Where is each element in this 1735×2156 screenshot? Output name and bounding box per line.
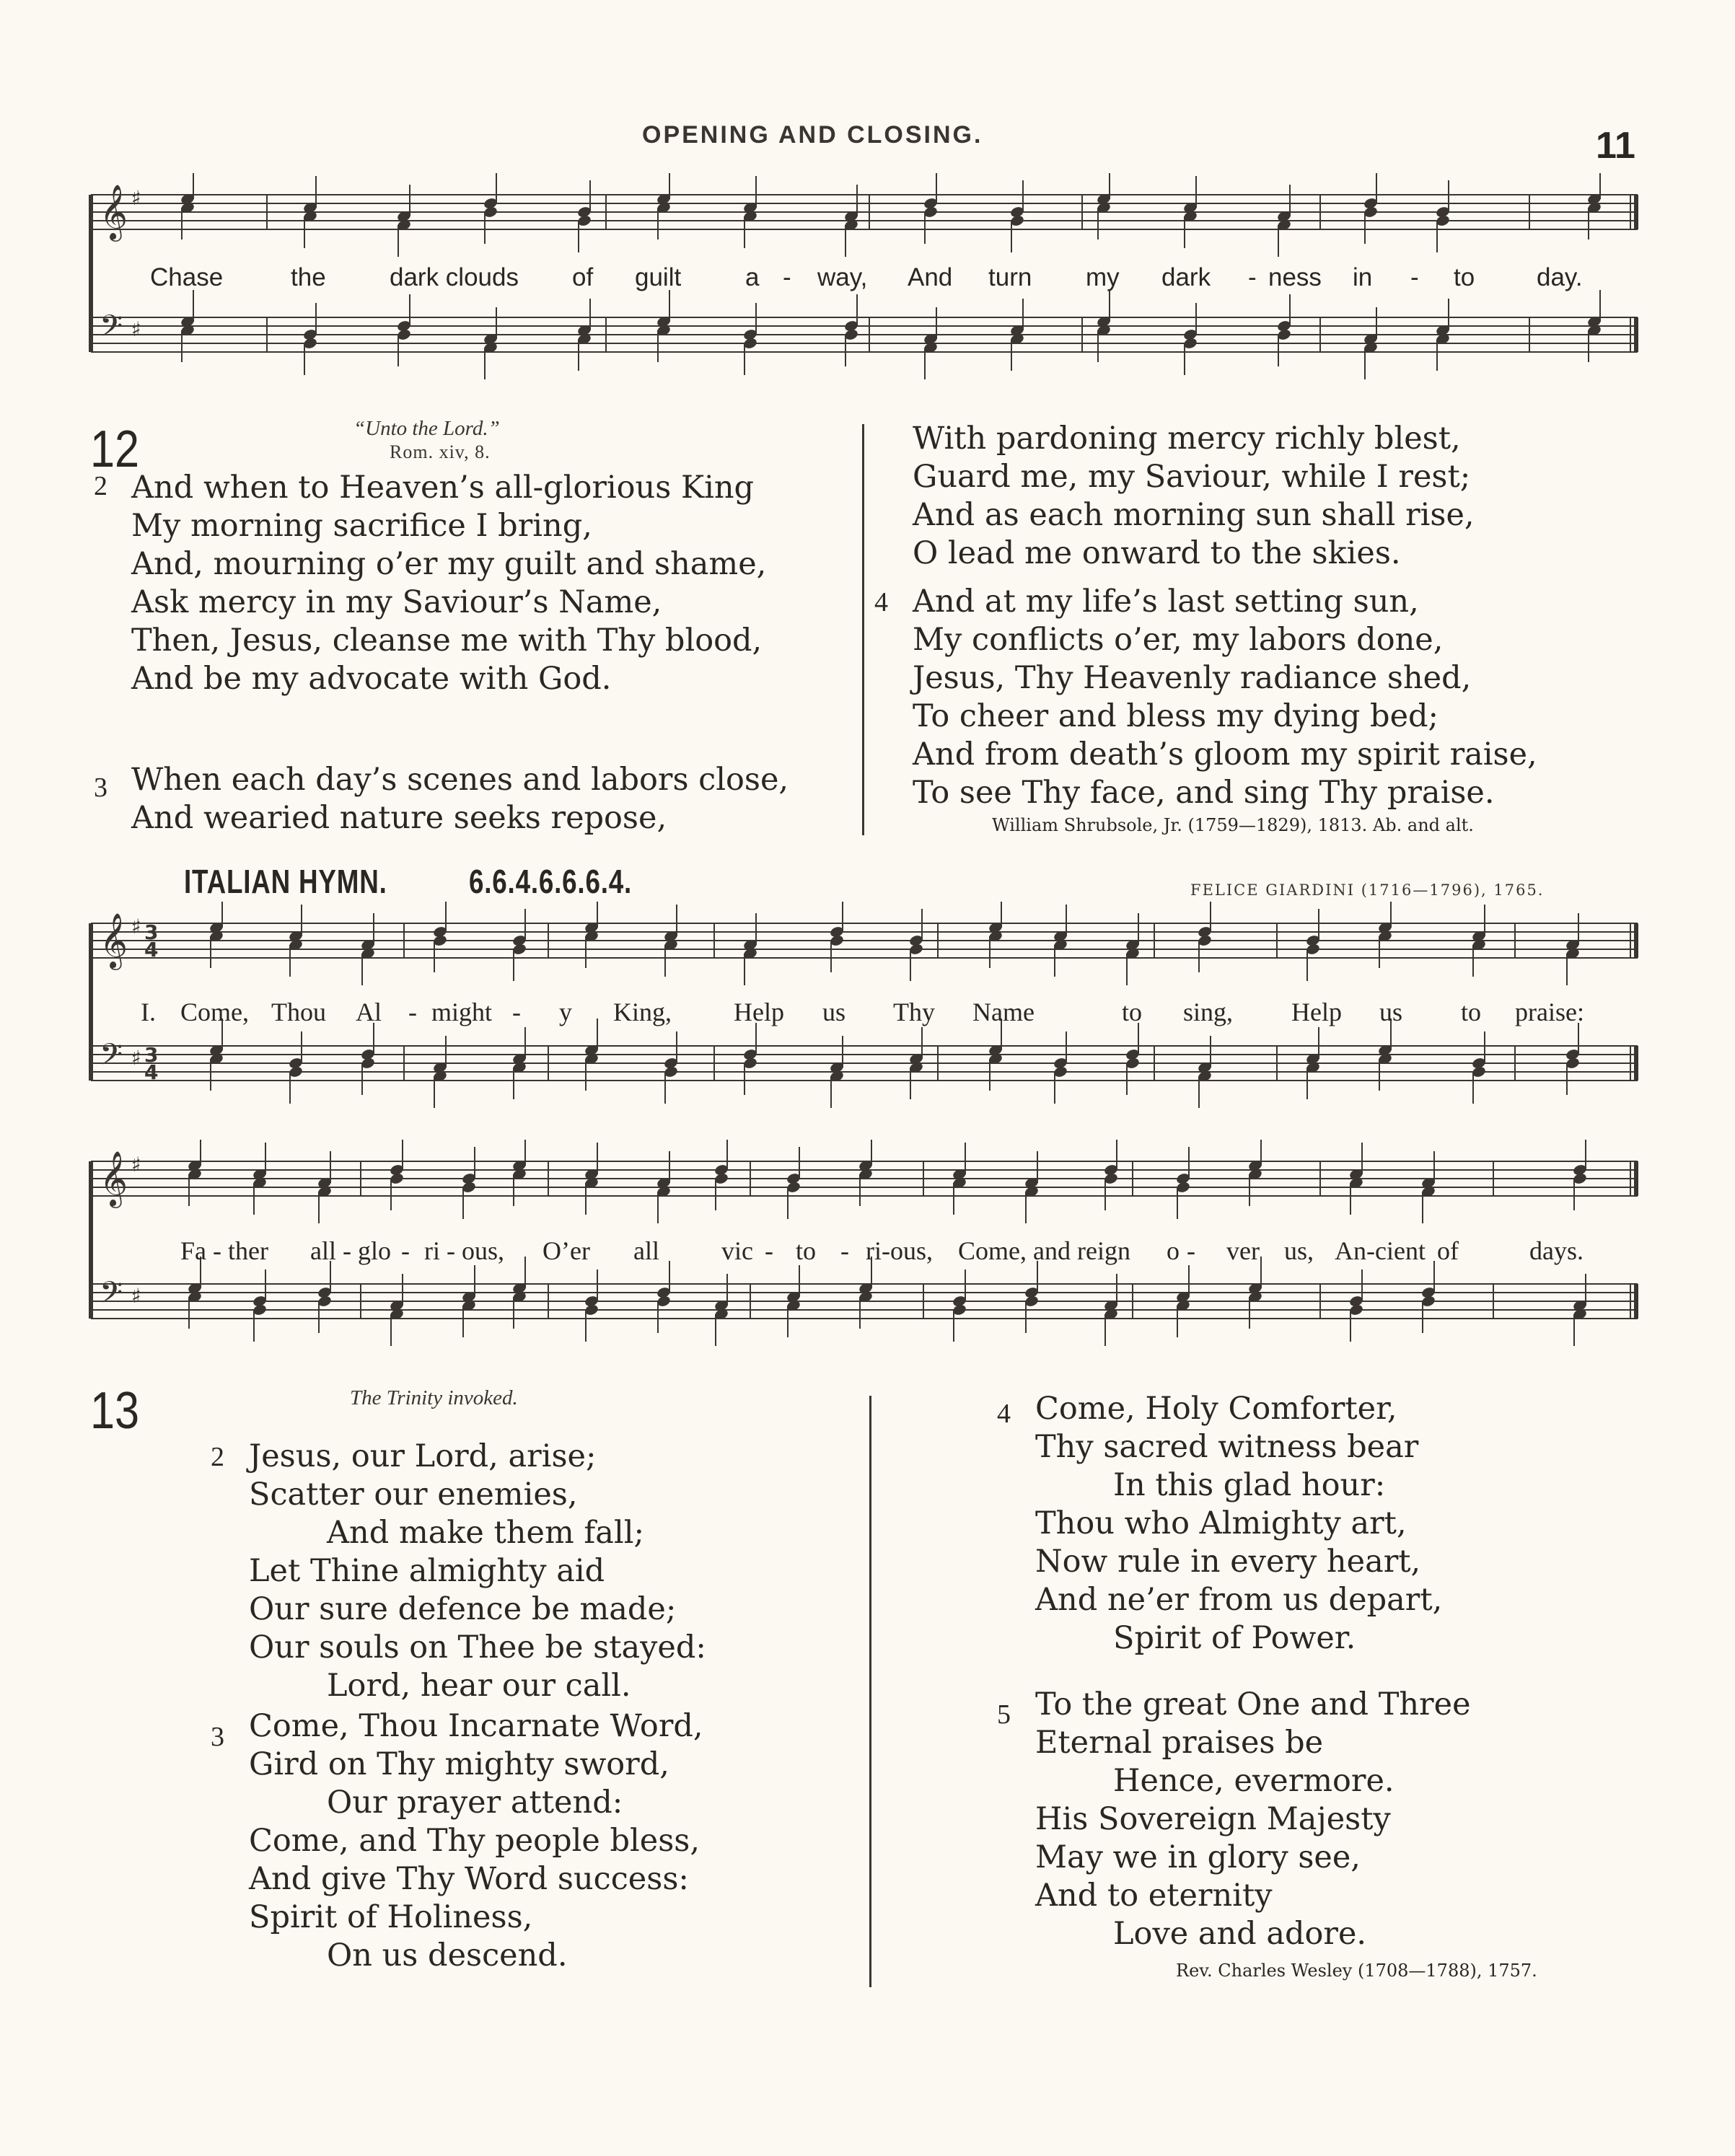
lyric-syllable: Come, and reign <box>958 1236 1130 1265</box>
lyric-syllable: dark clouds <box>390 263 519 291</box>
verse-line: To see Thy face, and sing Thy praise. <box>913 775 1495 811</box>
svg-text:𝄢: 𝄢 <box>100 1037 123 1079</box>
hymn-number: 12 <box>90 421 140 478</box>
lyric-syllable: O’er <box>543 1236 590 1265</box>
lyric-syllable: - <box>1187 1236 1195 1265</box>
verse-line: And to eternity <box>1035 1878 1273 1914</box>
svg-text:𝄞: 𝄞 <box>100 184 128 239</box>
lyric-syllable: to <box>1122 998 1143 1026</box>
lyric-syllable: sing, <box>1183 998 1234 1026</box>
lyric-syllable: a <box>745 263 760 291</box>
lyric-syllable: - <box>512 998 521 1026</box>
verse-number: 3 <box>94 773 107 803</box>
lyric-syllable: - <box>1410 263 1419 291</box>
verse-number: 4 <box>997 1399 1011 1429</box>
hymn-reference-scripture: Rom. xiv, 8. <box>390 441 491 462</box>
lyric-syllable: Thy <box>893 998 935 1026</box>
svg-text:♯: ♯ <box>131 1153 141 1176</box>
author-credit: William Shrubsole, Jr. (1759—1829), 1813. Ab. and alt. <box>992 815 1474 835</box>
verse-line: And when to Heaven’s all-glorious King <box>131 470 755 506</box>
verse-line: And give Thy Word success: <box>249 1861 689 1897</box>
lyric-syllable: King, <box>613 998 672 1026</box>
lyric-syllable: Fa - ther <box>180 1236 268 1265</box>
verse-line: And at my life’s last setting sun, <box>913 584 1419 620</box>
verse-line: Thou who Almighty art, <box>1035 1505 1407 1541</box>
verse-line: Gird on Thy mighty sword, <box>249 1746 669 1782</box>
lyric-syllable: ri - ous, <box>424 1236 504 1265</box>
verse-line: Spirit of Holiness, <box>249 1899 533 1935</box>
svg-text:𝄢: 𝄢 <box>100 1275 123 1317</box>
column-divider <box>869 1396 871 1987</box>
verse-line: My morning sacrifice I bring, <box>131 508 592 544</box>
verse-3 <box>249 1707 703 1975</box>
lyric-syllable: - <box>840 1236 849 1265</box>
lyric-syllable: Name <box>972 998 1035 1026</box>
verse-line: Let Thine almighty aid <box>249 1553 605 1589</box>
lyric-syllable: turn <box>988 263 1032 291</box>
lyric-syllable: Thou <box>271 998 326 1026</box>
verse-line: Our sure defence be made; <box>249 1591 677 1627</box>
lyric-syllable: dark <box>1161 263 1211 291</box>
verse-4 <box>1035 1390 1442 1658</box>
column-divider <box>862 424 864 835</box>
svg-text:4: 4 <box>144 1060 159 1084</box>
lyric-syllable: of <box>572 263 594 291</box>
verse-line: Lord, hear our call. <box>327 1668 631 1704</box>
svg-text:♯: ♯ <box>131 186 141 210</box>
verse-line: Ask mercy in my Saviour’s Name, <box>131 584 662 620</box>
lyric-syllable: to <box>796 1236 817 1265</box>
lyric-syllable: day. <box>1537 263 1583 291</box>
composer-credit: FELICE GIARDINI (1716—1796), 1765. <box>1190 881 1545 899</box>
verse-line: Then, Jesus, cleanse me with Thy blood, <box>131 622 763 659</box>
lyric-syllable: - <box>408 998 417 1026</box>
verse-line: O lead me onward to the skies. <box>913 535 1401 571</box>
svg-text:𝄞: 𝄞 <box>100 1150 128 1206</box>
verse-line: Our prayer attend: <box>327 1785 623 1821</box>
hymn-reference-title: “Unto the Lord.” <box>353 417 500 440</box>
lyric-syllable: y <box>559 998 572 1026</box>
verse-line: And from death’s gloom my spirit raise, <box>913 736 1537 773</box>
lyric-syllable: the <box>291 263 326 291</box>
lyric-syllable: An-cient <box>1335 1236 1426 1265</box>
svg-text:♯: ♯ <box>131 1046 141 1070</box>
svg-text:3: 3 <box>144 1043 159 1067</box>
tune-meter: 6.6.4.6.6.6.4. <box>469 863 633 900</box>
lyric-syllable: of <box>1437 1236 1459 1265</box>
verse-line: And be my advocate with God. <box>131 661 612 697</box>
verse-line: And wearied nature seeks repose, <box>131 800 667 836</box>
verse-3-continued <box>913 420 1475 573</box>
lyric-syllable: ness <box>1268 263 1322 291</box>
verse-2 <box>249 1438 706 1705</box>
verse-5 <box>1035 1686 1471 1953</box>
lyric-syllable: ver <box>1226 1236 1260 1265</box>
svg-text:♯: ♯ <box>131 1284 141 1308</box>
svg-text:3: 3 <box>144 920 159 944</box>
svg-text:4: 4 <box>144 938 159 962</box>
lyric-syllable: way, <box>817 263 868 291</box>
verse-line: Come, and Thy people bless, <box>249 1823 700 1859</box>
tune-name: ITALIAN HYMN. <box>184 863 387 900</box>
lyric-syllable: us <box>822 998 846 1026</box>
verse-line: Scatter our enemies, <box>249 1477 578 1513</box>
verse-line: Thy sacred witness bear <box>1035 1429 1419 1465</box>
lyric-syllable: vic <box>721 1236 753 1265</box>
lyric-syllable: Al <box>356 998 382 1026</box>
lyric-syllable: guilt <box>635 263 682 291</box>
author-credit: Rev. Charles Wesley (1708—1788), 1757. <box>1176 1961 1537 1981</box>
verse-number: 3 <box>211 1722 224 1752</box>
verse-number: 2 <box>211 1442 224 1472</box>
verse-3 <box>131 761 789 837</box>
lyric-syllable: days. <box>1529 1236 1584 1265</box>
verse-line: Spirit of Power. <box>1113 1620 1356 1656</box>
verse-line: Eternal praises be <box>1035 1725 1324 1761</box>
verse-line: To cheer and bless my dying bed; <box>913 698 1439 734</box>
lyric-syllable: ri-ous, <box>866 1236 933 1265</box>
lyric-syllable: to <box>1454 263 1475 291</box>
lyric-syllable: - <box>765 1236 773 1265</box>
hymn-reference-title: The Trinity invoked. <box>350 1386 518 1409</box>
verse-2 <box>131 469 766 698</box>
verse-line: His Sovereign Majesty <box>1035 1801 1391 1837</box>
verse-line: Jesus, Thy Heavenly radiance shed, <box>913 660 1472 696</box>
verse-line: And make them fall; <box>327 1515 644 1551</box>
lyric-syllable: in <box>1353 263 1373 291</box>
lyric-syllable: Help <box>734 998 784 1026</box>
verse-number: 4 <box>874 587 888 617</box>
section-title: OPENING AND CLOSING. <box>642 121 983 149</box>
verse-number: 5 <box>997 1699 1011 1730</box>
verse-line: Jesus, our Lord, arise; <box>249 1438 597 1474</box>
lyric-syllable: Come, <box>180 998 249 1026</box>
lyric-syllable: all <box>633 1236 659 1265</box>
verse-4 <box>913 583 1537 812</box>
lyric-syllable: us <box>1379 998 1403 1026</box>
verse-line: Our souls on Thee be stayed: <box>249 1629 706 1666</box>
verse-line: On us descend. <box>327 1937 568 1974</box>
verse-line: And ne’er from us depart, <box>1035 1582 1443 1618</box>
verse-line: Hence, evermore. <box>1113 1763 1394 1799</box>
verse-line: Come, Holy Comforter, <box>1035 1391 1397 1427</box>
verse-line: May we in glory see, <box>1035 1839 1361 1875</box>
verse-line: My conflicts o’er, my labors done, <box>913 622 1444 658</box>
lyric-syllable: to <box>1461 998 1482 1026</box>
lyric-syllable: - <box>1248 263 1257 291</box>
verse-line: When each day’s scenes and labors close, <box>131 762 789 798</box>
svg-text:♯: ♯ <box>131 317 141 341</box>
lyric-syllable: Help <box>1291 998 1342 1026</box>
lyric-syllable: I. <box>141 998 156 1026</box>
lyric-syllable: all - glo <box>310 1236 391 1265</box>
verse-line: Love and adore. <box>1113 1916 1367 1952</box>
lyric-syllable: Chase <box>150 263 224 291</box>
verse-line: And as each morning sun shall rise, <box>913 497 1475 533</box>
lyric-syllable: might <box>431 998 493 1026</box>
verse-number: 2 <box>94 471 107 501</box>
lyric-syllable: And <box>908 263 953 291</box>
verse-line: Guard me, my Saviour, while I rest; <box>913 459 1471 495</box>
verse-line: And, mourning o’er my guilt and shame, <box>131 546 767 582</box>
svg-text:𝄢: 𝄢 <box>100 309 123 351</box>
lyric-syllable: - <box>401 1236 410 1265</box>
verse-line: Now rule in every heart, <box>1035 1544 1421 1580</box>
svg-text:𝄞: 𝄞 <box>100 912 128 968</box>
lyric-syllable: - <box>783 263 791 291</box>
verse-line: Come, Thou Incarnate Word, <box>249 1708 703 1744</box>
lyric-syllable: us, <box>1284 1236 1314 1265</box>
verse-line: In this glad hour: <box>1113 1467 1386 1503</box>
svg-text:♯: ♯ <box>131 915 141 938</box>
verse-line: To the great One and Three <box>1035 1686 1471 1722</box>
hymn-number: 13 <box>90 1382 140 1440</box>
verse-line: With pardoning mercy richly blest, <box>913 421 1461 457</box>
lyric-syllable: my <box>1086 263 1120 291</box>
lyric-syllable: praise: <box>1515 998 1584 1026</box>
lyric-syllable: o <box>1167 1236 1180 1265</box>
page-number: 11 <box>1596 125 1635 167</box>
